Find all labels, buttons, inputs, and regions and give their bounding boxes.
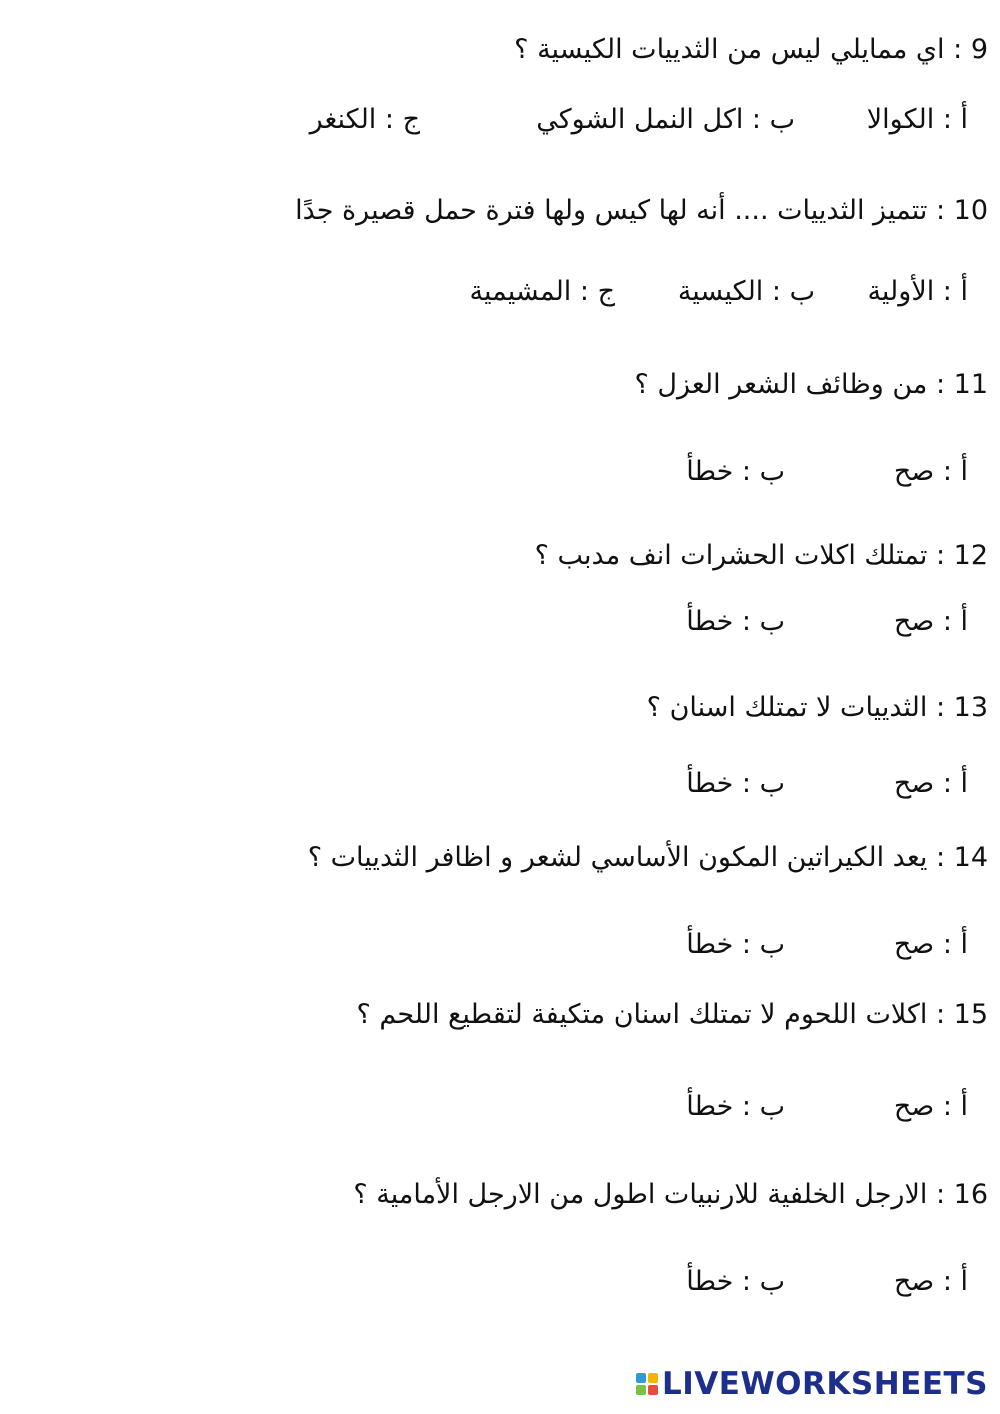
option-c[interactable]: ج : الكنغر xyxy=(309,104,420,135)
option-b[interactable]: ب : خطأ xyxy=(686,606,785,637)
options-9 xyxy=(0,100,1000,150)
question-15: 15 : اكلات اللحوم لا تمتلك اسنان متكيفة لتقطيع اللحم ؟ xyxy=(356,999,988,1030)
option-b[interactable]: ب : خطأ xyxy=(686,1091,785,1122)
question-12: 12 : تمتلك اكلات الحشرات انف مدبب ؟ xyxy=(534,540,988,571)
options-16 xyxy=(0,1262,1000,1312)
logo-square-2 xyxy=(648,1373,658,1383)
logo-square-3 xyxy=(636,1385,646,1395)
options-11 xyxy=(0,452,1000,502)
question-11: 11 : من وظائف الشعر العزل ؟ xyxy=(634,369,988,400)
option-b[interactable]: ب : خطأ xyxy=(686,929,785,960)
liveworksheets-logo-icon xyxy=(636,1373,658,1395)
option-a[interactable]: أ : صح xyxy=(893,1266,968,1297)
options-14 xyxy=(0,925,1000,975)
logo-square-4 xyxy=(648,1385,658,1395)
option-a[interactable]: أ : الأولية xyxy=(867,276,968,307)
question-10: 10 : تتميز الثدييات .... أنه لها كيس ولها فترة حمل قصيرة جدًا xyxy=(295,195,988,226)
question-14: 14 : يعد الكيراتين المكون الأساسي لشعر و اظافر الثدييات ؟ xyxy=(307,842,988,873)
brand-name: LIVEWORKSHEETS xyxy=(662,1366,988,1402)
option-b[interactable]: ب : اكل النمل الشوكي xyxy=(536,104,795,135)
question-9: 9 : اي ممايلي ليس من الثدييات الكيسية ؟ xyxy=(514,34,988,65)
option-a[interactable]: أ : صح xyxy=(893,929,968,960)
option-a[interactable]: أ : صح xyxy=(893,768,968,799)
option-a[interactable]: أ : صح xyxy=(893,456,968,487)
option-b[interactable]: ب : خطأ xyxy=(686,456,785,487)
question-13: 13 : الثدييات لا تمتلك اسنان ؟ xyxy=(646,692,988,723)
options-10 xyxy=(0,272,1000,322)
question-16: 16 : الارجل الخلفية للارنبيات اطول من الارجل الأمامية ؟ xyxy=(353,1179,988,1210)
options-12 xyxy=(0,602,1000,652)
logo-square-1 xyxy=(636,1373,646,1383)
option-a[interactable]: أ : الكوالا xyxy=(866,104,968,135)
option-b[interactable]: ب : خطأ xyxy=(686,1266,785,1297)
option-b[interactable]: ب : الكيسية xyxy=(677,276,815,307)
liveworksheets-logo xyxy=(636,1364,988,1404)
option-a[interactable]: أ : صح xyxy=(893,1091,968,1122)
option-a[interactable]: أ : صح xyxy=(893,606,968,637)
option-b[interactable]: ب : خطأ xyxy=(686,768,785,799)
option-c[interactable]: ج : المشيمية xyxy=(469,276,615,307)
options-15 xyxy=(0,1087,1000,1137)
options-13 xyxy=(0,764,1000,814)
